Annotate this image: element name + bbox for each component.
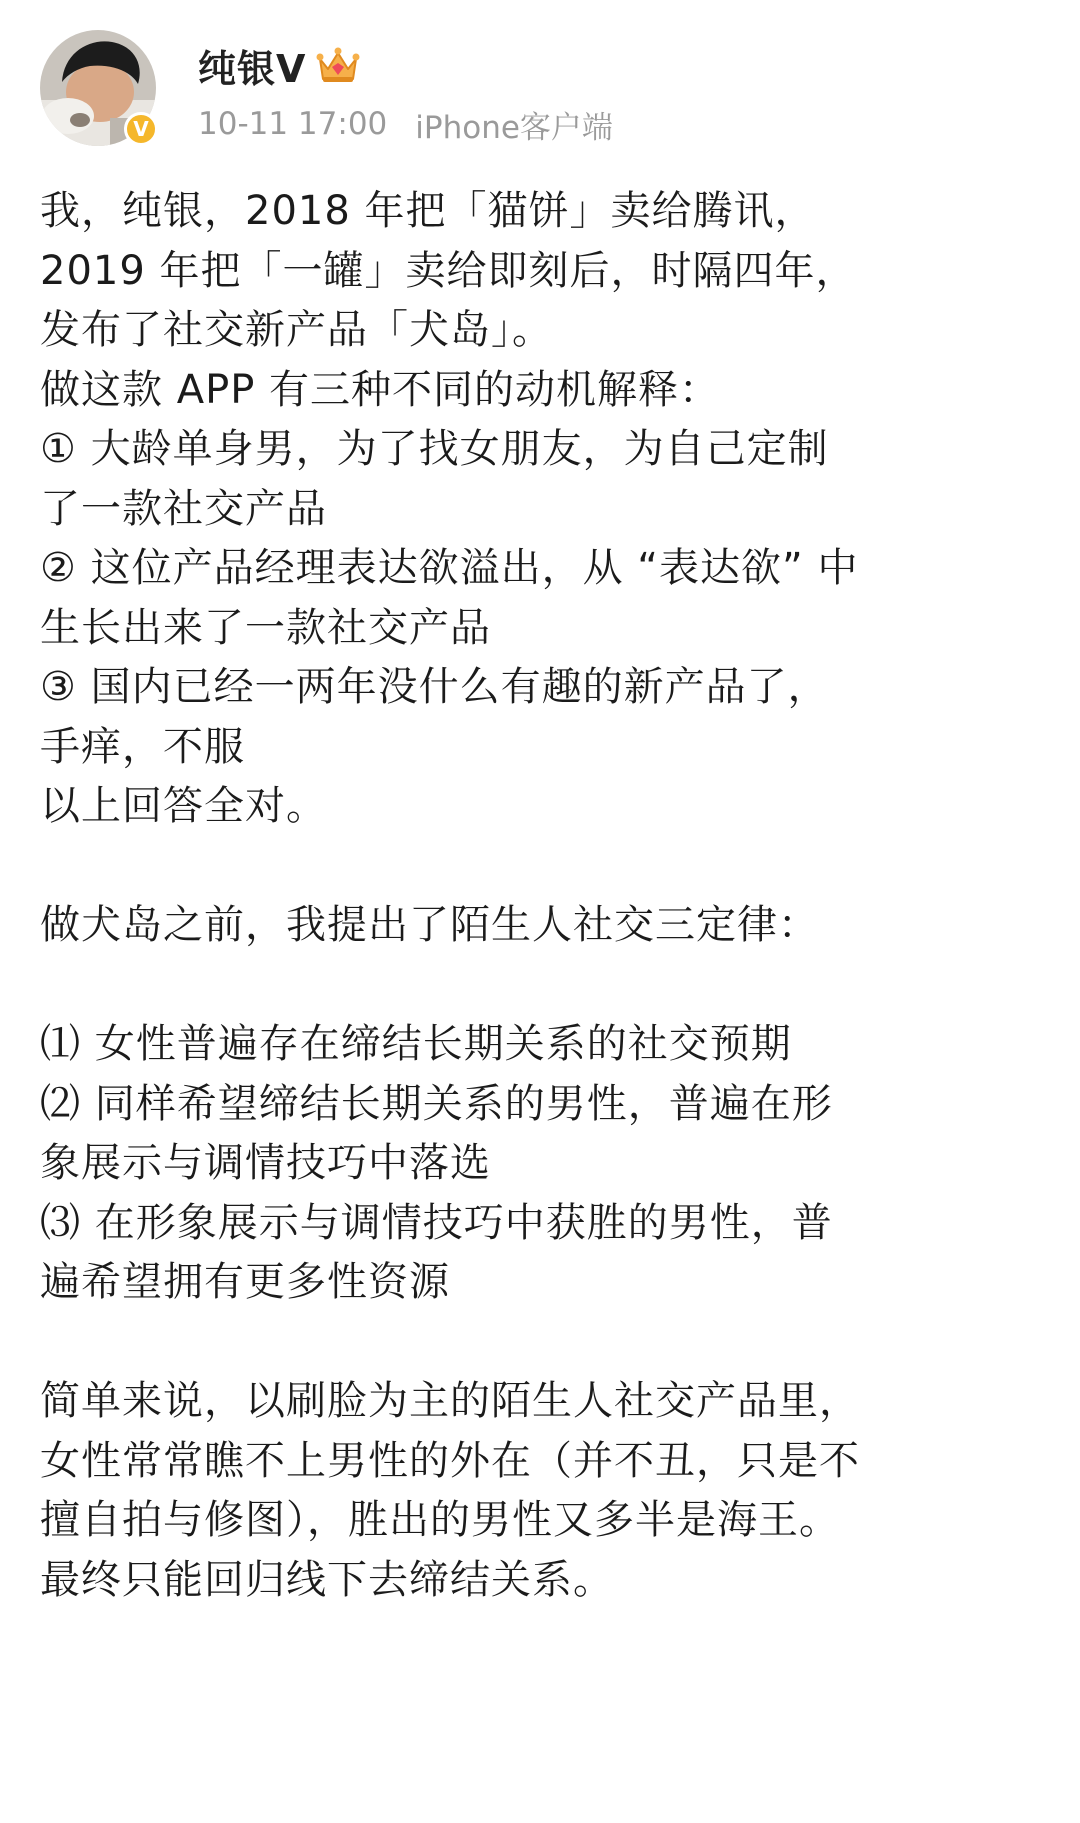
post-source[interactable]: iPhone客户端: [415, 109, 613, 146]
post-text-line: 象展示与调情技巧中落选: [40, 1140, 491, 1186]
author-row: [198, 40, 360, 90]
post-meta: [198, 104, 613, 144]
post-text-line: 我，纯银，2018 年把「猫饼」卖给腾讯，: [40, 188, 816, 234]
verified-badge-icon: V: [124, 112, 158, 146]
post-text-line: ⑵ 同样希望缔结长期关系的男性，普遍在形: [40, 1080, 833, 1127]
post-text-line: 以上回答全对。: [40, 783, 327, 829]
post-timestamp: 10-11 17:00: [198, 106, 388, 142]
post-text-line: 遍希望拥有更多性资源: [40, 1259, 450, 1305]
blank-line: [40, 956, 1050, 1016]
post-text-line: 做犬岛之前，我提出了陌生人社交三定律：: [40, 902, 819, 948]
post-text-line: 了一款社交产品: [40, 485, 327, 532]
post-text-line: 2019 年把「一罐」卖给即刻后，时隔四年，: [40, 247, 857, 294]
post-text-line: ③ 国内已经一两年没什么有趣的新产品了，: [40, 664, 829, 710]
post-text-line: 擅自拍与修图），胜出的男性又多半是海王。: [40, 1497, 840, 1543]
post-text-line: 简单来说，以刷脸为主的陌生人社交产品里，: [40, 1378, 860, 1424]
crown-icon[interactable]: [316, 45, 360, 85]
post-text-line: ① 大龄单身男，为了找女朋友，为自己定制: [40, 426, 829, 472]
post-text-line: ② 这位产品经理表达欲溢出，从 “表达欲” 中: [40, 545, 859, 591]
post-text-line: 生长出来了一款社交产品: [40, 604, 491, 651]
post-body: [40, 182, 1050, 1610]
post-text-line: 做这款 APP 有三种不同的动机解释：: [40, 366, 721, 413]
post-text-line: 发布了社交新产品「犬岛」。: [40, 307, 553, 353]
post-text-line: 手痒，不服: [40, 723, 245, 770]
post-text-line: ⑶ 在形象展示与调情技巧中获胜的男性，普: [40, 1199, 833, 1246]
post-text-line: ⑴ 女性普遍存在缔结长期关系的社交预期: [40, 1021, 792, 1067]
post-header: [40, 30, 1040, 160]
blank-line: [40, 1313, 1050, 1373]
post-text-line: 最终只能回归线下去缔结关系。: [40, 1556, 614, 1603]
author-name[interactable]: 纯银V: [198, 46, 307, 91]
post-text-line: 女性常常瞧不上男性的外在（并不丑，只是不: [40, 1437, 860, 1484]
avatar[interactable]: [40, 30, 156, 146]
blank-line: [40, 837, 1050, 897]
